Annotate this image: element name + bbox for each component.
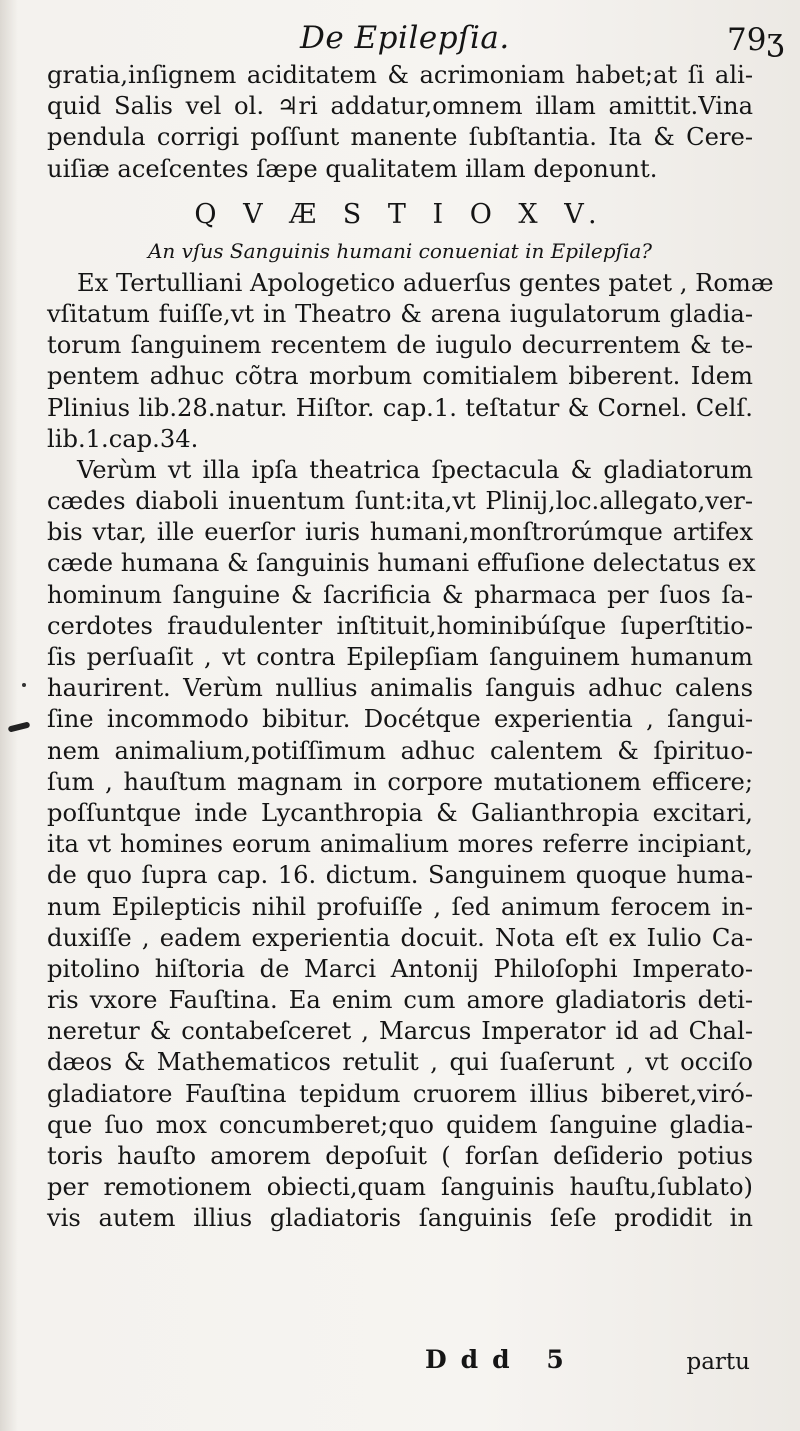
text-line: ſum , hauſtum magnam in corpore mutationem efficere; bbox=[47, 767, 753, 796]
question-heading: Q V Æ S T I O X V. bbox=[194, 198, 606, 230]
text-line: pitolino hiſtoria de Marci Antonij Philoſophi Imperato- bbox=[47, 954, 753, 983]
text-line: poſſuntque inde Lycanthropia & Galianthropia excitari, bbox=[47, 798, 753, 827]
text-line: nem animalium,potiſſimum adhuc calentem & ſpirituo- bbox=[47, 736, 753, 765]
running-title: De Epilepſia. bbox=[300, 20, 510, 56]
page-footer bbox=[0, 1345, 800, 1385]
text-line: ſine incommodo bibitur. Docétque experientia , ſangui- bbox=[47, 705, 753, 734]
text-line: Verùm vt illa ipſa theatrica ſpectacula & gladiatorum bbox=[77, 455, 753, 484]
text-line: cerdotes fraudulenter inſtituit,hominibúſque ſuperſtitio- bbox=[47, 611, 753, 640]
text-line: quid Salis vel ol. ♃ri addatur,omnem illam amittit.Vina bbox=[47, 92, 753, 121]
text-line: gratia,inſignem aciditatem & acrimoniam habet;at ſi ali- bbox=[47, 61, 753, 89]
text-line: cædes diaboli inuentum ſunt:ita,vt Plinij,loc.allegato,ver- bbox=[47, 487, 753, 516]
text-line: uiſiæ aceſcentes ſæpe qualitatem illam deponunt. bbox=[47, 154, 658, 183]
text-line: duxiſſe , eadem experientia docuit. Nota eſt ex Iulio Ca- bbox=[47, 923, 753, 952]
text-line: ris vxore Fauſtina. Ea enim cum amore gladiatoris deti- bbox=[47, 986, 753, 1015]
text-line: Plinius lib.28.natur. Hiſtor. cap.1. teſtatur & Cornel. Celſ. bbox=[47, 393, 753, 422]
text-line: de quo ſupra cap. 16. dictum. Sanguinem quoque huma- bbox=[47, 861, 753, 890]
text-line: neretur & contabeſceret , Marcus Imperator id ad Chal- bbox=[47, 1017, 753, 1046]
text-line: que ſuo mox concumberet;quo quidem ſanguine gladia- bbox=[47, 1110, 753, 1139]
text-line: toris hauſto amorem depoſuit ( forſan deſiderio potius bbox=[47, 1142, 753, 1170]
text-line: ſis perſuaſit , vt contra Epilepſiam ſanguinem humanum bbox=[47, 643, 753, 671]
text-line: gladiatore Fauſtina tepidum cruorem illius biberet,viró- bbox=[47, 1079, 753, 1108]
page-number: 79ʒ bbox=[727, 22, 784, 58]
text-line: per remotionem obiecti,quam ſanguinis hauſtu,ſublato) bbox=[47, 1173, 753, 1202]
question-subheading: An vſus Sanguinis humani conueniat in Epilepſia? bbox=[147, 238, 652, 263]
text-line: pendula corrigi poſſunt manente ſubſtantia. Ita & Cere- bbox=[47, 123, 753, 152]
text-line: haurirent. Verùm nullius animalis ſanguis adhuc calens bbox=[47, 674, 753, 703]
text-line: torum ſanguinem recentem de iugulo decurrentem & te- bbox=[47, 331, 753, 360]
text-line: num Epilepticis nihil profuiſſe , ſed animum ferocem in- bbox=[47, 892, 753, 921]
text-line: bis vtar, ille euerſor iuris humani,monſtrorúmque artifex bbox=[47, 518, 753, 547]
text-line: lib.1.cap.34. bbox=[47, 424, 199, 453]
margin-pointer-mark bbox=[8, 721, 31, 732]
text-line: vis autem illius gladiatoris ſanguinis ſeſe prodidit in bbox=[47, 1204, 753, 1233]
text-line: pentem adhuc cõtra morbum comitialem biberent. Idem bbox=[47, 362, 753, 391]
text-line: dæos & Mathematicos retulit , qui ſuaſerunt , vt occiſo bbox=[47, 1048, 753, 1077]
text-line: ita vt homines eorum animalium mores referre incipiant, bbox=[47, 830, 753, 859]
margin-dot bbox=[22, 683, 26, 687]
catchword: partu bbox=[686, 1349, 750, 1375]
text-line: vſitatum fuiſſe,vt in Theatro & arena iugulatorum gladia- bbox=[47, 299, 753, 328]
text-line: hominum ſanguine & ſacrificia & pharmaca per ſuos ſa- bbox=[47, 580, 753, 609]
signature-mark: Ddd 5 bbox=[425, 1345, 578, 1374]
text-line: cæde humana & ſanguinis humani effuſione delectatus ex bbox=[47, 549, 756, 578]
text-line: Ex Tertulliani Apologetico aduerſus gentes patet , Romæ bbox=[77, 268, 774, 297]
body-text bbox=[47, 60, 774, 1235]
